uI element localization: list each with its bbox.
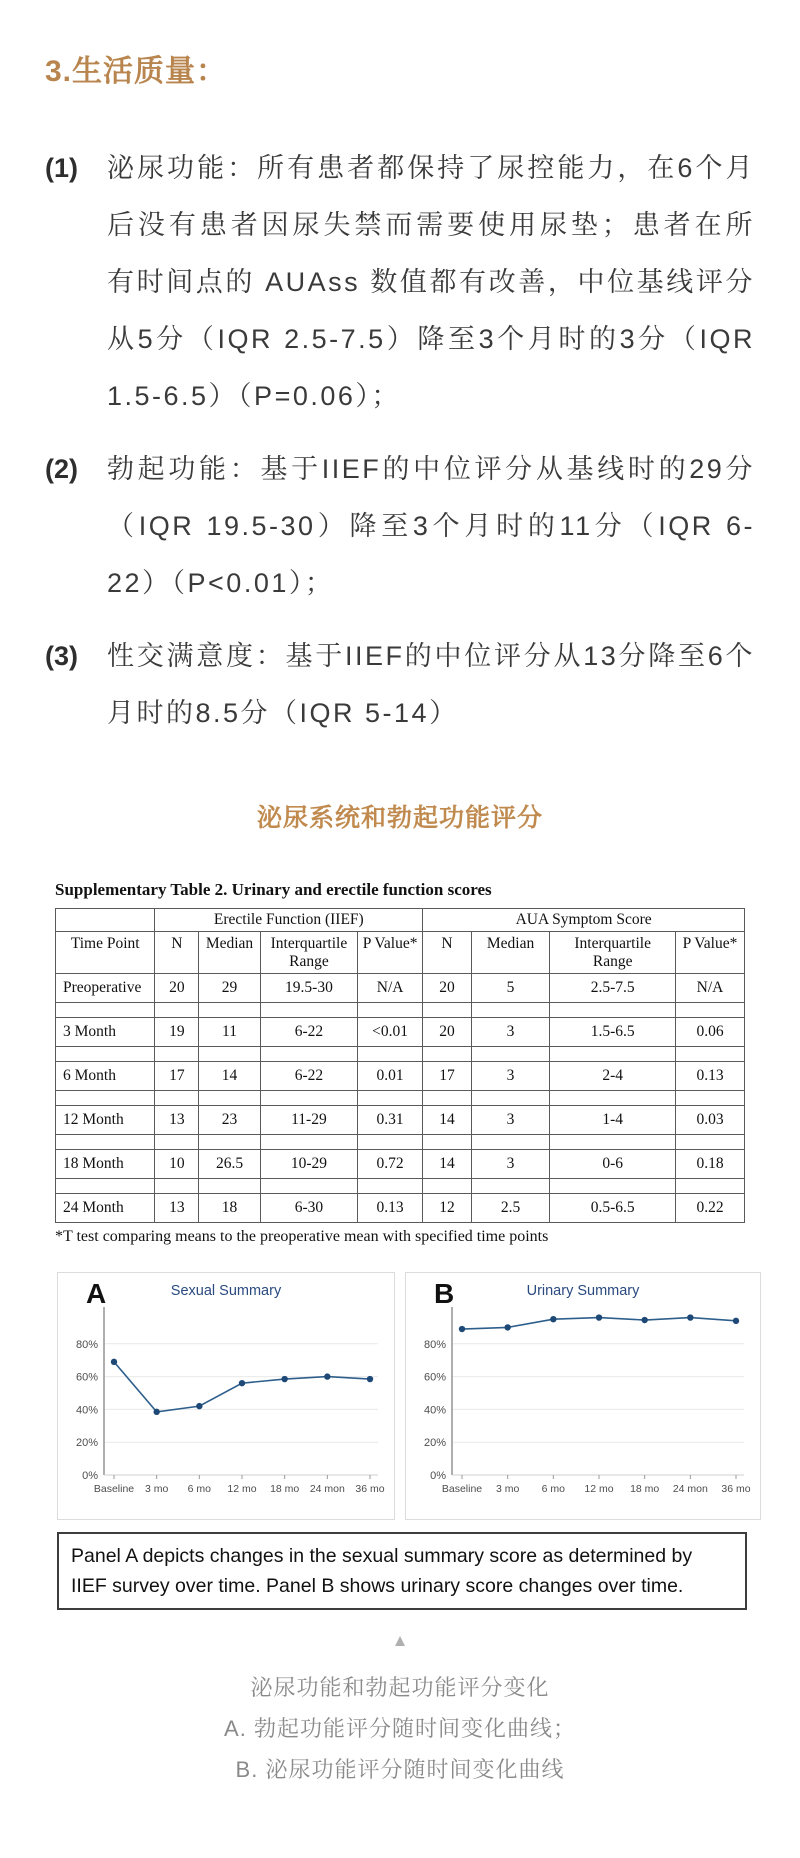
table-spacer-cell xyxy=(676,1091,745,1106)
table-cell: 1-4 xyxy=(550,1106,676,1135)
table-cell: 11-29 xyxy=(260,1106,357,1135)
paragraph-text: 泌尿功能：所有患者都保持了尿控能力，在6个月后没有患者因尿失禁而需要使用尿垫；患者在所有时间点的 AUAss 数值都有改善，中位基线评分从5分（IQR 2.5-7.5）降至3个月时的3分（IQR 1.5-6.5）（P=0.06）； xyxy=(107,153,755,411)
table-cell: 3 xyxy=(471,1150,550,1179)
panel-label: B xyxy=(434,1278,455,1309)
table-cell: 14 xyxy=(423,1150,472,1179)
table-spacer-cell xyxy=(676,1135,745,1150)
table-spacer-cell xyxy=(199,1135,261,1150)
table-cell: 17 xyxy=(423,1062,472,1091)
paragraph-item xyxy=(45,140,755,425)
table-spacer-cell xyxy=(155,1135,199,1150)
paragraph-item xyxy=(45,441,755,612)
table-group-header-row xyxy=(56,909,745,932)
table-cell: 14 xyxy=(423,1106,472,1135)
table-spacer-cell xyxy=(676,1179,745,1194)
svg-text:6 mo: 6 mo xyxy=(541,1483,566,1495)
scores-table xyxy=(55,908,745,1223)
table-cell: 0.06 xyxy=(676,1018,745,1047)
table-spacer-cell xyxy=(550,1135,676,1150)
table-cell: 13 xyxy=(155,1106,199,1135)
table-spacer-cell xyxy=(199,1047,261,1062)
table-cell: 6-22 xyxy=(260,1062,357,1091)
table-cell: 0-6 xyxy=(550,1150,676,1179)
paragraph-text: 性交满意度：基于IIEF的中位评分从13分降至6个月时的8.5分（IQR 5-14） xyxy=(107,641,755,728)
table-cell: N/A xyxy=(676,974,745,1003)
table-cell: 2-4 xyxy=(550,1062,676,1091)
table-cell: 2.5 xyxy=(471,1194,550,1223)
table-cell: 0.72 xyxy=(358,1150,423,1179)
table-spacer-row xyxy=(56,1003,745,1018)
table-spacer-row xyxy=(56,1047,745,1062)
table-spacer-cell xyxy=(260,1179,357,1194)
table-cell: 0.22 xyxy=(676,1194,745,1223)
table-cell: 24 Month xyxy=(56,1194,155,1223)
table-cell: N/A xyxy=(358,974,423,1003)
table-cell: 26.5 xyxy=(199,1150,261,1179)
table-row xyxy=(56,1062,745,1091)
table-spacer-cell xyxy=(676,1047,745,1062)
table-cell: 2.5-7.5 xyxy=(550,974,676,1003)
table-cell: 20 xyxy=(155,974,199,1003)
paragraph-item xyxy=(45,628,755,742)
table-row xyxy=(56,1150,745,1179)
table-spacer-cell xyxy=(676,1003,745,1018)
paragraph-marker: (2) xyxy=(45,454,78,484)
table-cell: 29 xyxy=(199,974,261,1003)
table-spacer-cell xyxy=(56,1091,155,1106)
table-spacer-cell xyxy=(550,1179,676,1194)
table-spacer-cell xyxy=(423,1135,472,1150)
chart-panel-a xyxy=(57,1272,395,1520)
line-chart xyxy=(58,1303,394,1501)
table-cell: Preoperative xyxy=(56,974,155,1003)
table-group-header: Erectile Function (IIEF) xyxy=(155,909,423,932)
paragraph-text: 勃起功能：基于IIEF的中位评分从基线时的29分（IQR 19.5-30）降至3个月时的11分（IQR 6-22）（P<0.01）； xyxy=(107,454,755,598)
table-spacer-cell xyxy=(471,1003,550,1018)
caption-line: A. 勃起功能评分随时间变化曲线； xyxy=(224,1716,576,1742)
table-spacer-cell xyxy=(423,1003,472,1018)
table-spacer-cell xyxy=(155,1179,199,1194)
svg-text:18 mo: 18 mo xyxy=(630,1483,660,1495)
table-cell: 6-30 xyxy=(260,1194,357,1223)
figure-caption-cn xyxy=(0,1667,800,1790)
svg-text:20%: 20% xyxy=(423,1437,446,1450)
table-cell: 0.5-6.5 xyxy=(550,1194,676,1223)
chart-title: Sexual Summary xyxy=(170,1283,282,1299)
table-cell: 18 xyxy=(199,1194,261,1223)
table-corner-cell xyxy=(56,909,155,932)
table-spacer-cell xyxy=(56,1047,155,1062)
table-spacer-cell xyxy=(358,1179,423,1194)
table-column-header: P Value* xyxy=(358,932,423,974)
table-cell: 17 xyxy=(155,1062,199,1091)
table-cell: 0.31 xyxy=(358,1106,423,1135)
svg-text:24 mon: 24 mon xyxy=(309,1483,345,1495)
svg-text:3 mo: 3 mo xyxy=(495,1483,520,1495)
table-cell: 20 xyxy=(423,974,472,1003)
table-spacer-cell xyxy=(471,1179,550,1194)
chart-title: Urinary Summary xyxy=(526,1283,640,1299)
table-cell: 10-29 xyxy=(260,1150,357,1179)
table-column-header: Interquartile Range xyxy=(260,932,357,974)
table-spacer-cell xyxy=(155,1091,199,1106)
table-cell: 13 xyxy=(155,1194,199,1223)
table-spacer-cell xyxy=(358,1003,423,1018)
table-cell: 18 Month xyxy=(56,1150,155,1179)
table-cell: 10 xyxy=(155,1150,199,1179)
table-spacer-cell xyxy=(260,1003,357,1018)
table-spacer-cell xyxy=(471,1047,550,1062)
svg-text:40%: 40% xyxy=(75,1404,98,1417)
svg-text:Baseline: Baseline xyxy=(93,1483,135,1495)
table-spacer-cell xyxy=(358,1047,423,1062)
table-column-header: N xyxy=(155,932,199,974)
svg-text:60%: 60% xyxy=(423,1371,446,1384)
table-cell: 11 xyxy=(199,1018,261,1047)
caption-line: 泌尿功能和勃起功能评分变化 xyxy=(250,1675,550,1701)
table-spacer-row xyxy=(56,1135,745,1150)
table-cell: 19 xyxy=(155,1018,199,1047)
table-spacer-cell xyxy=(56,1135,155,1150)
table-cell: 6 Month xyxy=(56,1062,155,1091)
table-spacer-cell xyxy=(155,1047,199,1062)
triangle-up-icon: ▲ xyxy=(391,1631,409,1651)
table-spacer-cell xyxy=(423,1047,472,1062)
table-cell: 20 xyxy=(423,1018,472,1047)
svg-text:80%: 80% xyxy=(423,1338,446,1351)
figure-caption-box: Panel A depicts changes in the sexual summary score as determined by IIEF survey over time. Panel B shows urinary score changes over time. xyxy=(57,1532,747,1610)
table-spacer-cell xyxy=(471,1135,550,1150)
section-subtitle: 泌尿系统和勃起功能评分 xyxy=(256,804,543,832)
table-spacer-cell xyxy=(260,1047,357,1062)
table-column-header: P Value* xyxy=(676,932,745,974)
table-spacer-cell xyxy=(423,1091,472,1106)
table-spacer-cell xyxy=(199,1091,261,1106)
svg-text:0%: 0% xyxy=(82,1470,98,1482)
table-cell: 1.5-6.5 xyxy=(550,1018,676,1047)
svg-text:24 mon: 24 mon xyxy=(672,1483,708,1495)
table-cell: 14 xyxy=(199,1062,261,1091)
table-cell: 0.01 xyxy=(358,1062,423,1091)
svg-text:20%: 20% xyxy=(75,1437,98,1450)
panel-label: A xyxy=(86,1278,107,1309)
paragraph-marker: (1) xyxy=(45,153,78,183)
svg-text:12 mo: 12 mo xyxy=(227,1483,257,1495)
paragraph-list xyxy=(45,140,755,742)
table-cell: 19.5-30 xyxy=(260,974,357,1003)
caption-line: B. 泌尿功能评分随时间变化曲线 xyxy=(235,1757,565,1783)
table-spacer-cell xyxy=(423,1179,472,1194)
table-row xyxy=(56,1194,745,1223)
table-spacer-cell xyxy=(260,1091,357,1106)
table-cell: 0.13 xyxy=(676,1062,745,1091)
figure-panels xyxy=(57,1272,800,1520)
line-chart xyxy=(406,1303,760,1501)
table-spacer-cell xyxy=(199,1003,261,1018)
table-spacer-cell xyxy=(56,1003,155,1018)
svg-text:60%: 60% xyxy=(75,1371,98,1384)
table-spacer-cell xyxy=(358,1135,423,1150)
svg-text:80%: 80% xyxy=(75,1338,98,1351)
table-spacer-row xyxy=(56,1091,745,1106)
table-cell: 3 xyxy=(471,1062,550,1091)
table-spacer-row xyxy=(56,1179,745,1194)
table-column-header: Time Point xyxy=(56,932,155,974)
table-cell: 0.13 xyxy=(358,1194,423,1223)
table-cell: 5 xyxy=(471,974,550,1003)
svg-text:Baseline: Baseline xyxy=(441,1483,483,1495)
table-row xyxy=(56,1106,745,1135)
svg-text:36 mo: 36 mo xyxy=(721,1483,751,1495)
svg-text:18 mo: 18 mo xyxy=(270,1483,300,1495)
table-group-header: AUA Symptom Score xyxy=(423,909,745,932)
table-spacer-cell xyxy=(550,1003,676,1018)
page-title: 3.生活质量： xyxy=(45,55,228,88)
table-spacer-cell xyxy=(155,1003,199,1018)
svg-text:3 mo: 3 mo xyxy=(144,1483,169,1495)
table-spacer-cell xyxy=(550,1047,676,1062)
chart-panel-b xyxy=(405,1272,761,1520)
table-spacer-cell xyxy=(471,1091,550,1106)
svg-text:6 mo: 6 mo xyxy=(187,1483,212,1495)
svg-text:40%: 40% xyxy=(423,1404,446,1417)
svg-text:36 mo: 36 mo xyxy=(355,1483,385,1495)
table-cell: 3 xyxy=(471,1106,550,1135)
table-footnote: *T test comparing means to the preoperative mean with specified time points xyxy=(55,1228,549,1245)
table-cell: 23 xyxy=(199,1106,261,1135)
table-column-header-row xyxy=(56,932,745,974)
table-cell: <0.01 xyxy=(358,1018,423,1047)
table-spacer-cell xyxy=(550,1091,676,1106)
table-spacer-cell xyxy=(260,1135,357,1150)
svg-text:0%: 0% xyxy=(430,1470,446,1482)
table-cell: 0.18 xyxy=(676,1150,745,1179)
table-cell: 0.03 xyxy=(676,1106,745,1135)
table-spacer-cell xyxy=(56,1179,155,1194)
paragraph-marker: (3) xyxy=(45,641,78,671)
table-cell: 12 Month xyxy=(56,1106,155,1135)
table-column-header: Interquartile Range xyxy=(550,932,676,974)
svg-text:12 mo: 12 mo xyxy=(584,1483,614,1495)
table-cell: 3 Month xyxy=(56,1018,155,1047)
table-spacer-cell xyxy=(358,1091,423,1106)
table-column-header: N xyxy=(423,932,472,974)
table-column-header: Median xyxy=(199,932,261,974)
table-cell: 12 xyxy=(423,1194,472,1223)
supplementary-table-block xyxy=(55,880,745,1246)
table-row xyxy=(56,1018,745,1047)
table-cell: 3 xyxy=(471,1018,550,1047)
table-title: Supplementary Table 2. Urinary and erectile function scores xyxy=(55,880,492,899)
table-row xyxy=(56,974,745,1003)
table-spacer-cell xyxy=(199,1179,261,1194)
table-column-header: Median xyxy=(471,932,550,974)
table-cell: 6-22 xyxy=(260,1018,357,1047)
